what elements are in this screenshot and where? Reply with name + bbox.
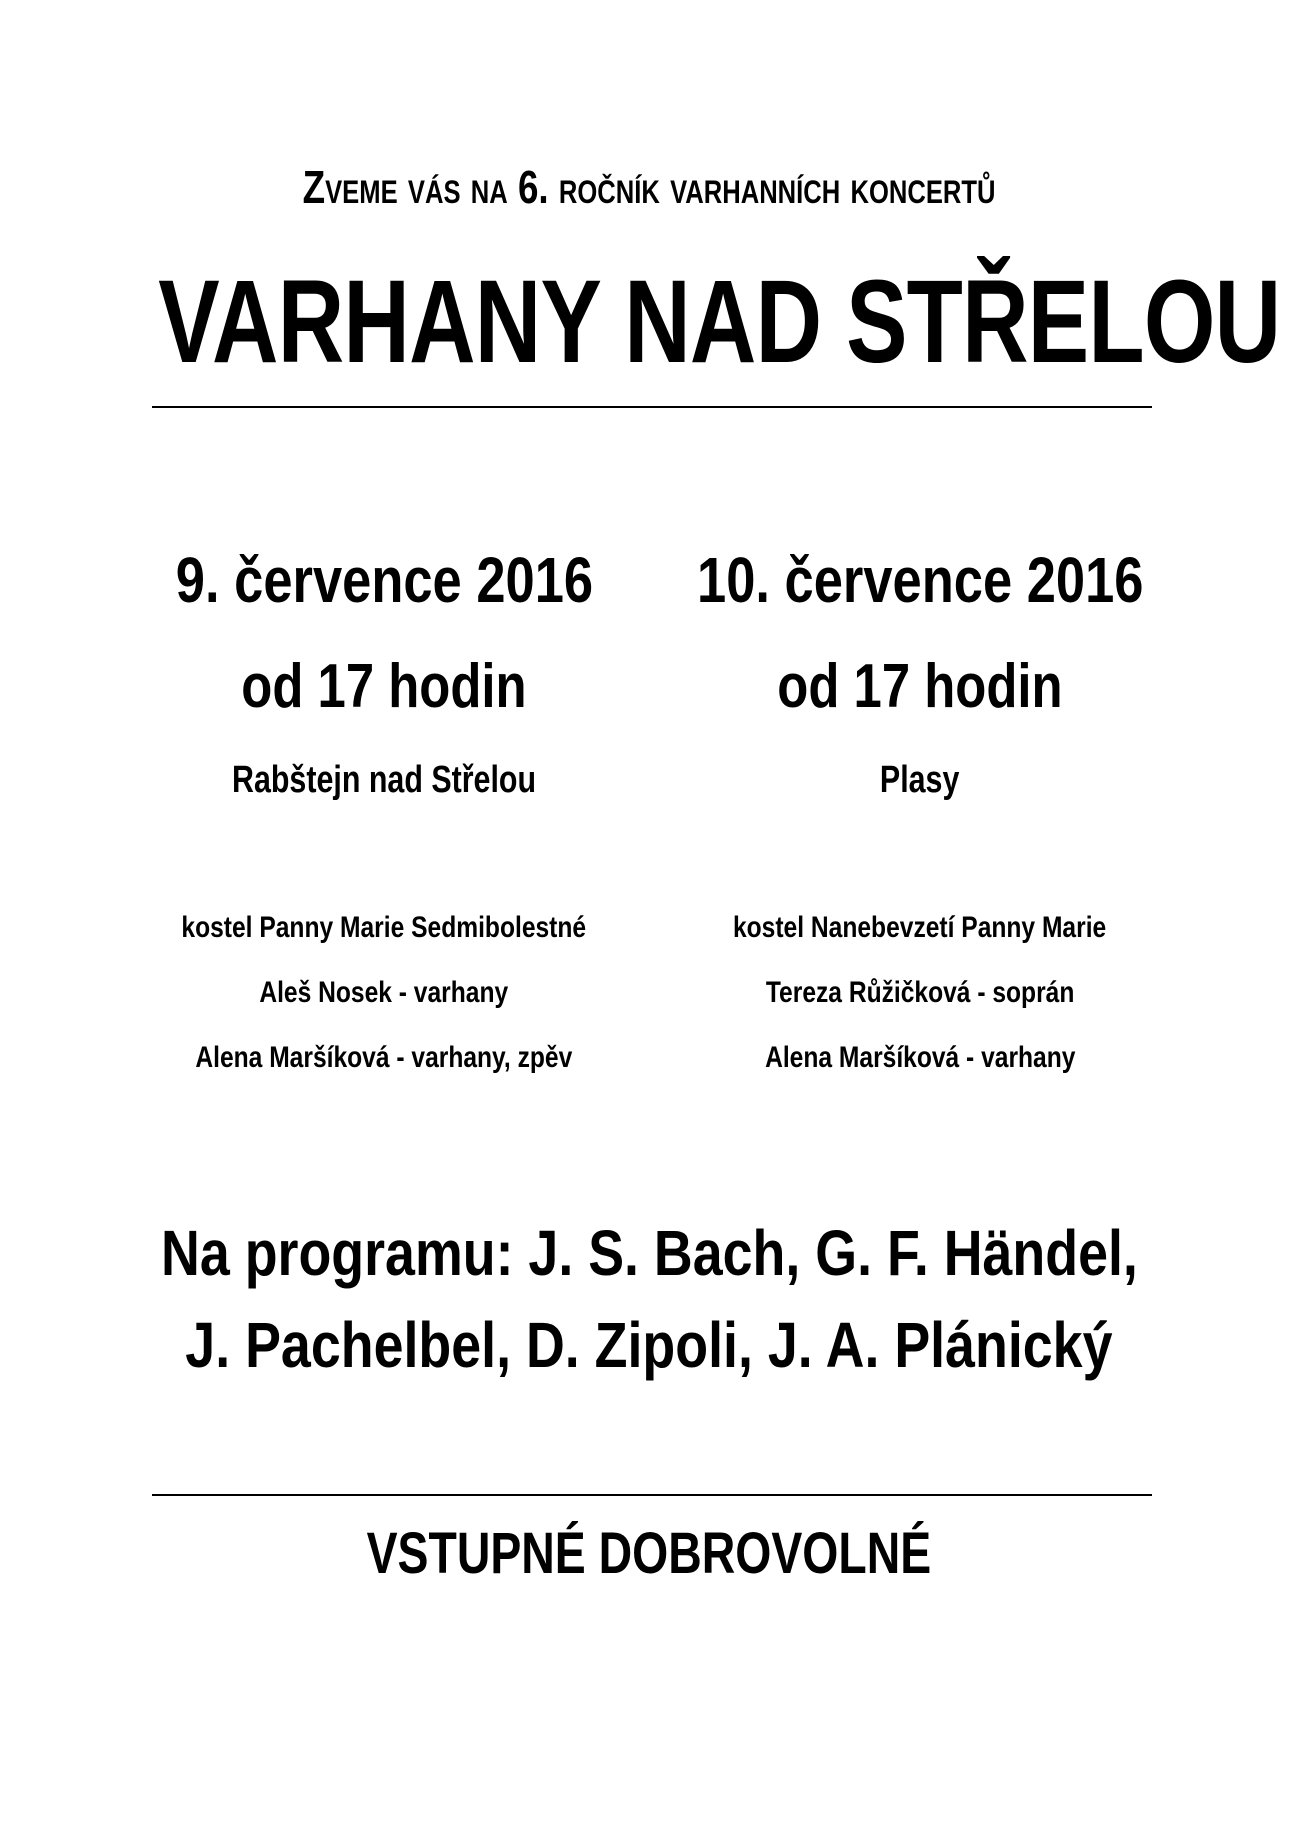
concert-venue-text: kostel Panny Marie Sedmibolestné xyxy=(181,911,587,944)
concert-date-text: 10. července 2016 xyxy=(696,544,1144,616)
divider-bottom xyxy=(152,1494,1152,1496)
concert-performer xyxy=(640,1040,1200,1076)
program-line-2 xyxy=(0,1310,1298,1380)
invite-number: 6. xyxy=(517,161,549,213)
page-title xyxy=(0,256,1298,388)
concert-performer xyxy=(640,975,1200,1011)
concert-performer-text: Tereza Růžičková - soprán xyxy=(765,976,1075,1009)
program-line-1 xyxy=(0,1218,1298,1288)
concert-place-text: Plasy xyxy=(880,759,960,801)
page-title-text: VARHANY NAD STŘELOU xyxy=(158,256,1281,388)
concert-place-text: Rabštejn nad Střelou xyxy=(231,759,537,801)
concert-performer-text: Aleš Nosek - varhany xyxy=(259,976,509,1009)
concert-time xyxy=(640,652,1200,722)
invite-part1: veme vás na xyxy=(325,161,518,213)
program-line-1-text: Na programu: J. S. Bach, G. F. Händel, xyxy=(160,1217,1138,1289)
concert-venue xyxy=(104,910,664,946)
concert-date xyxy=(640,545,1200,615)
concert-date-text: 9. července 2016 xyxy=(175,544,593,616)
concert-venue xyxy=(640,910,1200,946)
invite-part2: ročník varhanních koncertů xyxy=(548,161,996,213)
concert-place xyxy=(104,758,664,802)
entry-note-text: VSTUPNÉ DOBROVOLNÉ xyxy=(366,1521,932,1586)
concert-time-text: od 17 hodin xyxy=(241,652,527,721)
concert-performer-text: Alena Maršíková - varhany xyxy=(764,1041,1076,1074)
program-line-2-text: J. Pachelbel, D. Zipoli, J. A. Plánický xyxy=(185,1309,1113,1381)
concert-time-text: od 17 hodin xyxy=(777,652,1063,721)
concert-date xyxy=(104,545,664,615)
concert-place xyxy=(640,758,1200,802)
concert-venue-text: kostel Nanebevzetí Panny Marie xyxy=(733,911,1107,944)
concert-performer-text: Alena Maršíková - varhany, zpěv xyxy=(195,1041,573,1074)
concert-performer xyxy=(104,1040,664,1076)
concert-time xyxy=(104,652,664,722)
invite-line-text xyxy=(303,160,996,214)
entry-note xyxy=(0,1522,1298,1586)
invite-line xyxy=(0,160,1298,214)
invite-initial: Z xyxy=(302,161,326,213)
divider-top xyxy=(152,406,1152,408)
concert-performer xyxy=(104,975,664,1011)
